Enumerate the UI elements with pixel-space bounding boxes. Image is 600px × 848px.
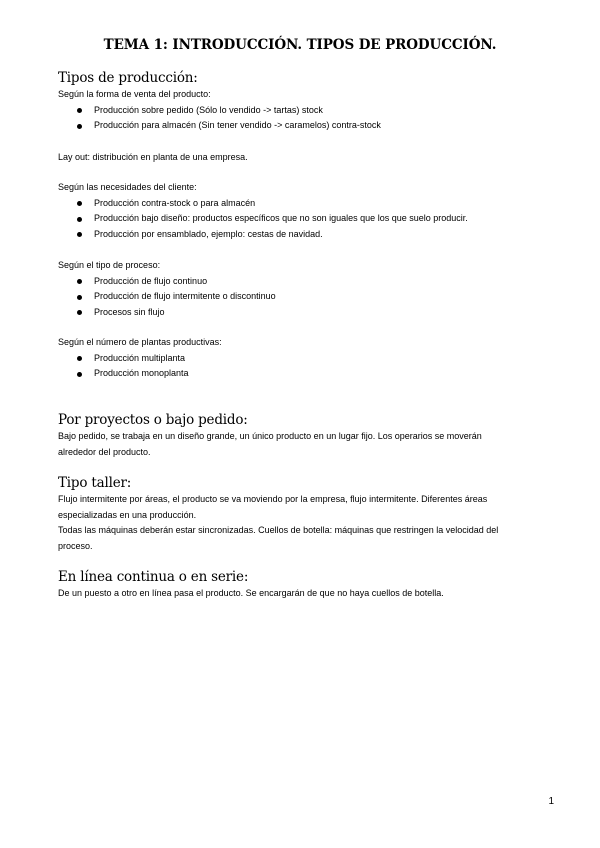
- page-title: TEMA 1: INTRODUCCIÓN. TIPOS DE PRODUCCIÓN.: [103, 37, 497, 53]
- list-item: Producción contra-stock o para almacén: [58, 196, 558, 212]
- bullet-icon: [77, 124, 82, 129]
- list-item: Producción para almacén (Sin tener vendido -> caramelos) contra-stock: [58, 118, 558, 134]
- section-heading: En línea continua o en serie:: [58, 569, 249, 585]
- section-heading: Por proyectos o bajo pedido:: [58, 412, 248, 428]
- paragraph: Flujo intermitente por áreas, el producto se va moviendo por la empresa, flujo intermitente. Diferentes áreas: [58, 494, 488, 504]
- paragraph: Según las necesidades del cliente:: [58, 182, 197, 192]
- proceso-block: [58, 258, 558, 320]
- paragraph: Según la forma de venta del producto:: [58, 89, 211, 99]
- layout-note-block: [58, 150, 558, 166]
- bullet-icon: [77, 201, 82, 206]
- section-proyectos: [58, 411, 558, 460]
- bullet-icon: [77, 232, 82, 237]
- bullet-list: [58, 196, 558, 243]
- bullet-icon: [77, 295, 82, 300]
- list-item: Producción monoplanta: [58, 366, 558, 382]
- section-serie: [58, 568, 558, 602]
- paragraph: proceso.: [58, 540, 93, 551]
- list-item: Producción sobre pedido (Sólo lo vendido -> tartas) stock: [58, 103, 558, 119]
- bullet-icon: [77, 279, 82, 284]
- list-item: Producción bajo diseño: productos específicos que no son iguales que los que suelo producir.: [58, 211, 558, 227]
- bullet-list: [58, 351, 558, 382]
- paragraph: Según el número de plantas productivas:: [58, 337, 222, 347]
- paragraph: alrededor del producto.: [58, 446, 151, 457]
- paragraph: especializadas en una producción.: [58, 509, 197, 520]
- page-number: 1: [548, 796, 554, 807]
- bullet-icon: [77, 372, 82, 377]
- list-item: Producción por ensamblado, ejemplo: cestas de navidad.: [58, 227, 558, 243]
- list-item: Procesos sin flujo: [58, 305, 558, 321]
- bullet-list: [58, 274, 558, 321]
- bullet-icon: [77, 310, 82, 315]
- bullet-list: [58, 103, 558, 134]
- section-heading: Tipos de producción:: [58, 70, 198, 86]
- section-tipos: [58, 69, 558, 134]
- bullet-icon: [77, 108, 82, 113]
- list-item: Producción de flujo continuo: [58, 274, 558, 290]
- paragraph: Bajo pedido, se trabaja en un diseño grande, un único producto en un lugar fijo. Los operarios se moverán: [58, 431, 482, 441]
- list-item: Producción multiplanta: [58, 351, 558, 367]
- paragraph: De un puesto a otro en línea pasa el producto. Se encargarán de que no haya cuellos de botella.: [58, 588, 444, 598]
- bullet-icon: [77, 217, 82, 222]
- plantas-block: [58, 335, 558, 382]
- list-item: Producción de flujo intermitente o discontinuo: [58, 289, 558, 305]
- bullet-icon: [77, 356, 82, 361]
- section-heading: Tipo taller:: [58, 475, 132, 491]
- section-taller: [58, 474, 558, 554]
- cliente-block: [58, 180, 558, 242]
- paragraph: Todas las máquinas deberán estar sincronizadas. Cuellos de botella: máquinas que restringen la velocidad del: [58, 525, 499, 535]
- paragraph: Lay out: distribución en planta de una empresa.: [58, 152, 248, 162]
- paragraph: Según el tipo de proceso:: [58, 260, 161, 270]
